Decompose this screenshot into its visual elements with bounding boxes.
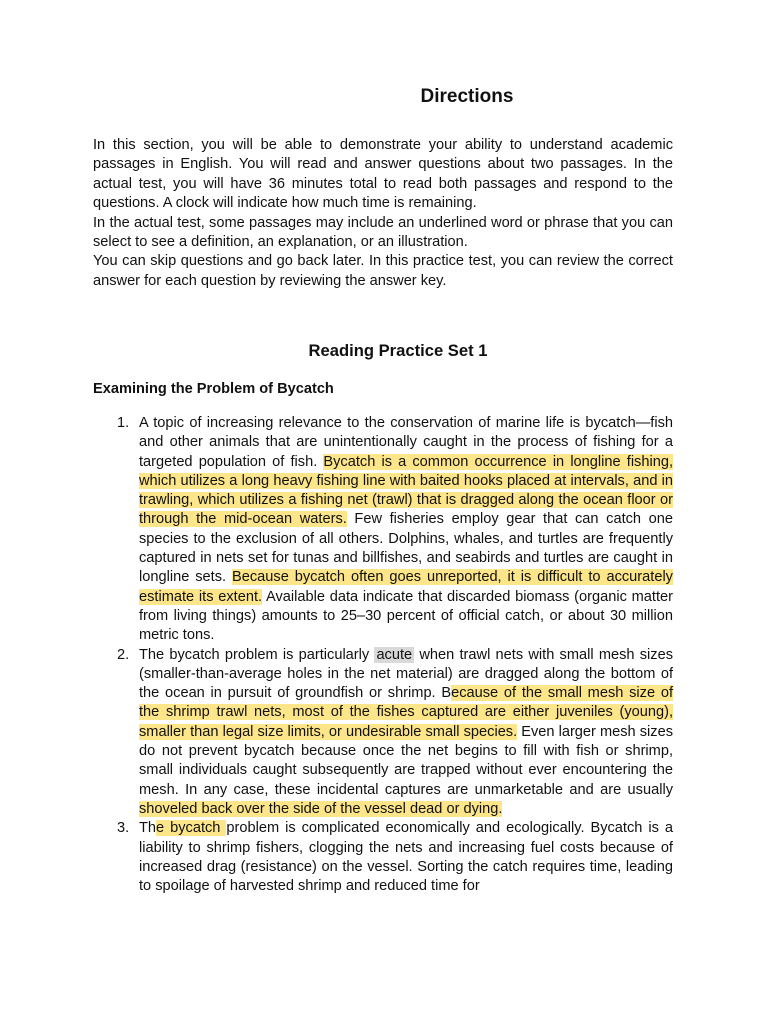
paragraph-text: A topic of increasing relevance to the conservation of marine life is bycatch—fish and other animals that are unintentionally caught in the process of fishing for a targeted population of fish.	[139, 415, 673, 470]
highlighted-phrase[interactable]: e bycatch	[156, 820, 227, 837]
paragraph-number: 2.	[117, 646, 130, 663]
passage-paragraph-3	[93, 819, 673, 896]
passage-body	[93, 414, 673, 896]
set-title: Reading Practice Set 1	[308, 341, 488, 360]
passage-paragraph-1	[93, 414, 673, 646]
paragraph-number: 3.	[117, 820, 130, 837]
passage-title: Examining the Problem of Bycatch	[93, 381, 334, 397]
highlighted-sentence[interactable]: ecause of the small mesh size of the shrimp trawl nets, most of the fishes captured are either juveniles (young), smaller than legal size limits, or undesirable small species.	[139, 685, 673, 740]
highlighted-sentence[interactable]: Because bycatch often goes unreported, it is difficult to accurately estimate its extent.	[139, 569, 673, 605]
directions-paragraph: In the actual test, some passages may include an underlined word or phrase that you can select to see a definition, an explanation, or an illustration.	[93, 214, 673, 251]
directions-paragraph: You can skip questions and go back later. In this practice test, you can review the correct answer for each question by reviewing the answer key.	[93, 253, 673, 289]
directions-paragraph: In this section, you will be able to demonstrate your ability to understand academic passages in English. You will read and answer questions about two passages. In the actual test, you will have 36 minutes total to read both passages and respond to the questions. A clock will indicate how much time is remaining.	[93, 137, 673, 212]
paragraph-text: The bycatch problem is particularly	[139, 646, 375, 663]
highlighted-sentence[interactable]: Bycatch is a common occurrence in longline fishing, which utilizes a long heavy fishing line with baited hooks placed at intervals, and in trawling, which utilizes a fishing net (trawl) that is dragged along the ocean floor or through the mid-ocean waters.	[139, 453, 674, 528]
passage-paragraph-2	[93, 646, 673, 820]
paragraph-text: problem is complicated economically and ecologically. Bycatch is a liability to shrimp fishers, clogging the nets and increasing fuel costs because of increased drag (resistance) on the vessel. Sorting the catch requires time, leading to spoilage of harvested shrimp and reduced time for	[139, 820, 673, 895]
page-title: Directions	[420, 86, 514, 107]
highlighted-sentence[interactable]: shoveled back over the side of the vessel dead or dying.	[139, 800, 503, 817]
vocabulary-word-acute[interactable]: acute	[376, 646, 413, 663]
paragraph-number: 1.	[117, 415, 130, 431]
directions-section	[93, 136, 673, 291]
paragraph-text: when trawl nets with small mesh sizes (smaller-than-average holes in the net material) are dragged along the bottom of the ocean in pursuit of groundfish or shrimp. B	[139, 646, 673, 702]
paragraph-text: Few fisheries employ gear that can catch one species to the exclusion of all others. Dolphins, whales, and turtles are frequently captured in nets set for tunas and billfishes, and seabirds and turtles are caught in longline sets.	[139, 511, 673, 586]
paragraph-text: Th	[139, 820, 157, 837]
paragraph-text: Even larger mesh sizes do not prevent bycatch because once the net begins to fill with fish or shrimp, small individuals caught subsequently are trapped without ever encountering the mesh. In any case, these incidental captures are unmarketable and are usually	[139, 723, 673, 798]
paragraph-text: Available data indicate that discarded biomass (organic matter from living things) amounts to 25–30 percent of official catch, or about 30 million metric tons.	[139, 588, 674, 644]
